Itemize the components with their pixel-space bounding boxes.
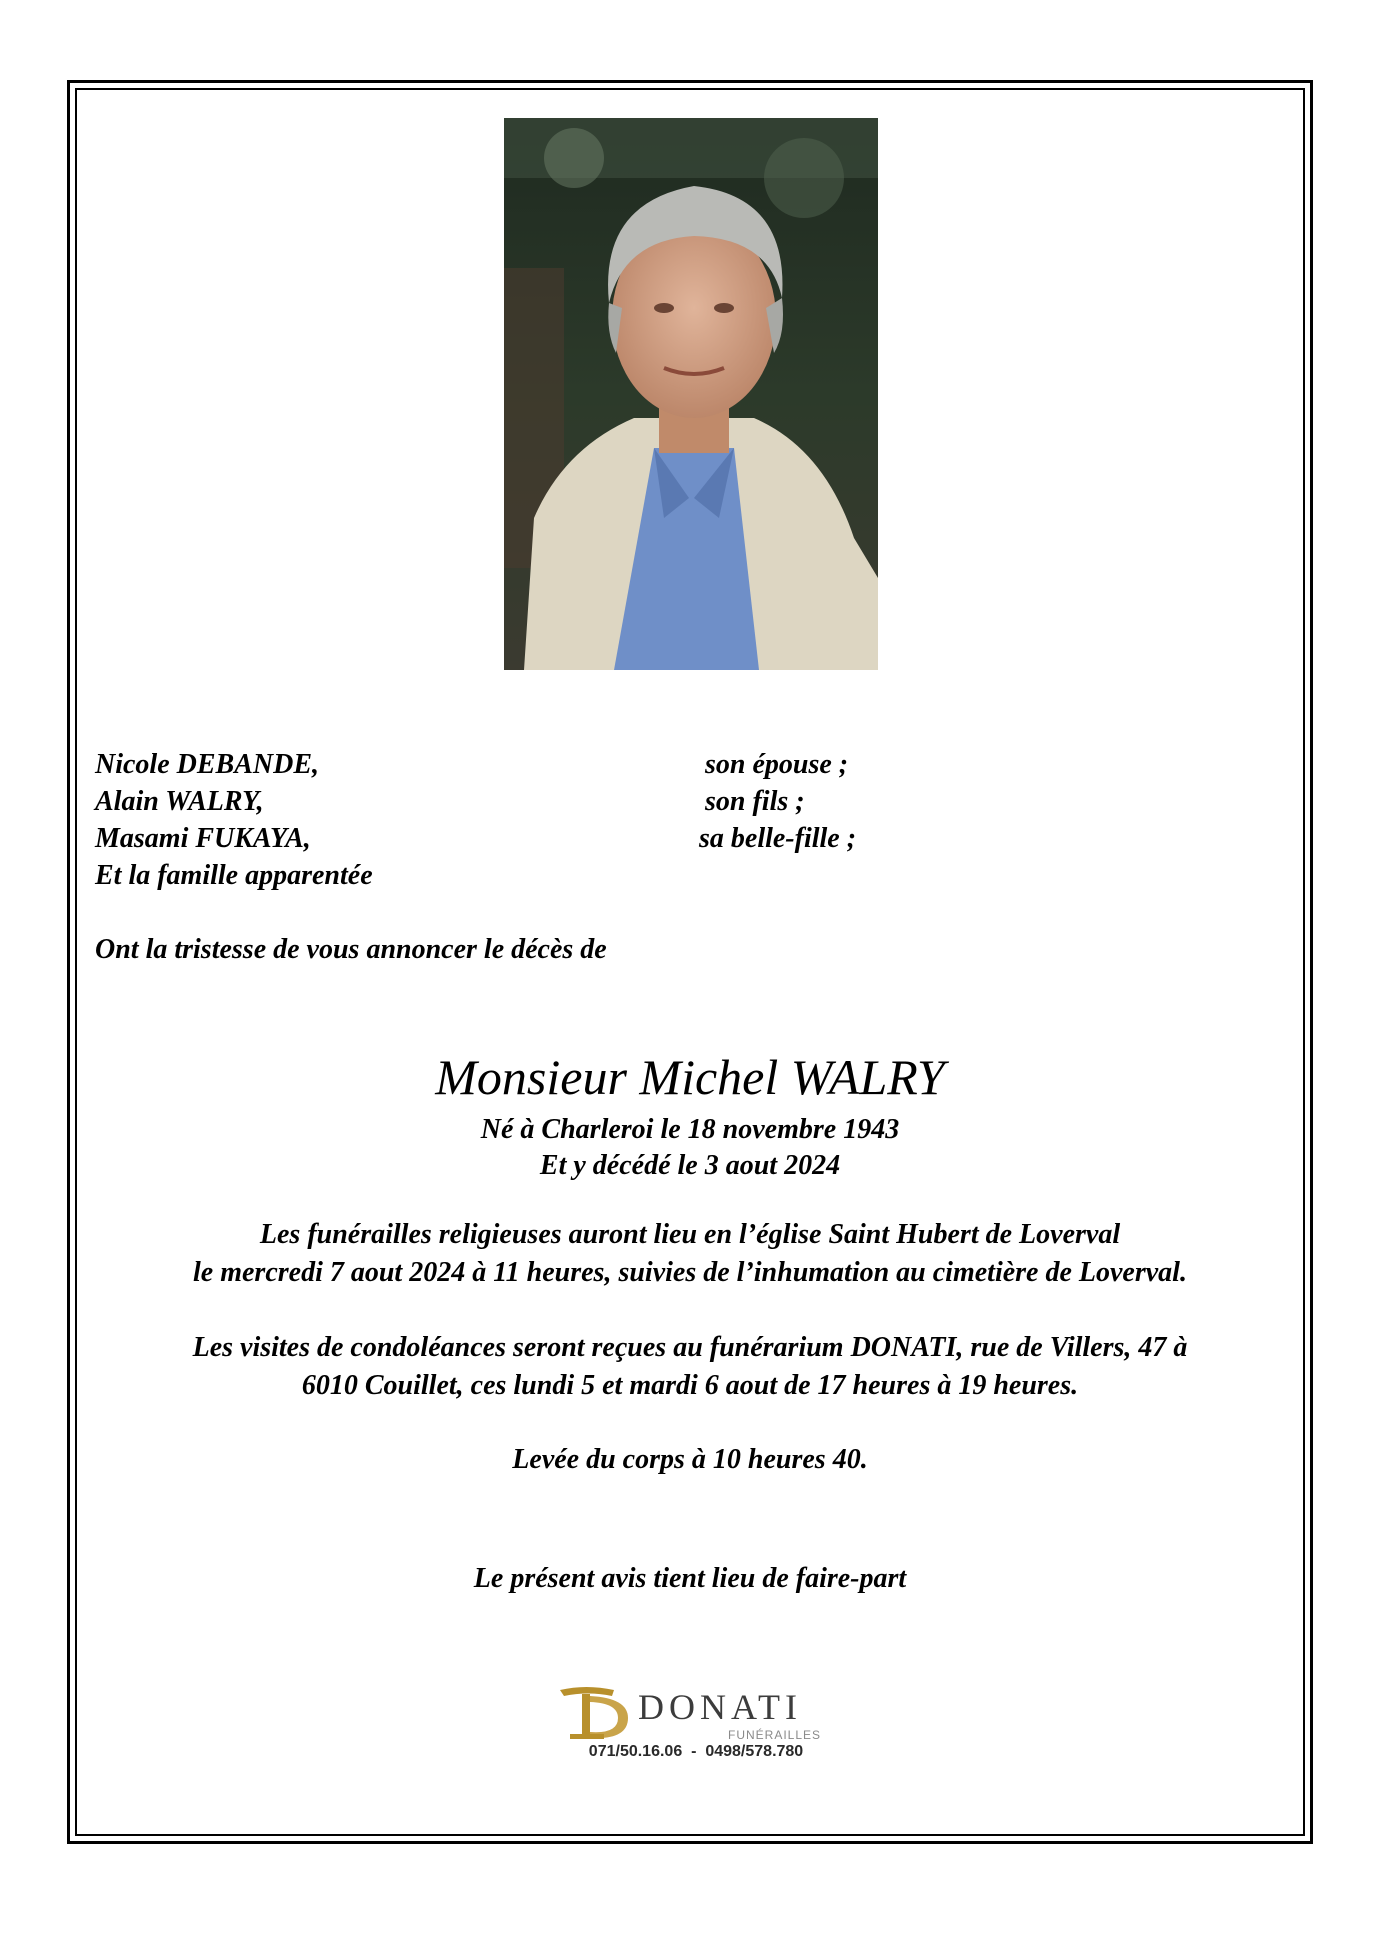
family-member-name: Et la famille apparentée — [95, 860, 373, 891]
birth-line: Né à Charleroi le 18 novembre 1943 — [480, 1114, 900, 1145]
family-list — [95, 746, 995, 894]
announcement-text: Ont la tristesse de vous annoncer le décès de — [95, 934, 607, 965]
funeral-line: le mercredi 7 aout 2024 à 11 heures, suivies de l’inhumation au cimetière de Loverval. — [193, 1257, 1187, 1288]
visits-line: 6010 Couillet, ces lundi 5 et mardi 6 aout de 17 heures à 19 heures. — [301, 1370, 1079, 1401]
visits-line: Les visites de condoléances seront reçues au funérarium DONATI, rue de Villers, 47 à — [192, 1332, 1188, 1363]
funeral-line: Les funérailles religieuses auront lieu en l’église Saint Hubert de Loverval — [259, 1219, 1121, 1250]
birth-death-info — [80, 1112, 1300, 1184]
logo-subtitle: FUNÉRAILLES — [728, 1728, 822, 1742]
family-member-relation: son épouse ; — [705, 749, 849, 780]
family-row — [95, 783, 995, 820]
family-member-name: Nicole DEBANDE, — [95, 749, 319, 780]
family-row — [95, 857, 995, 894]
family-row — [95, 746, 995, 783]
family-row — [95, 820, 995, 857]
family-member-relation: sa belle-fille ; — [699, 823, 857, 854]
phone-numbers: 071/50.16.06 - 0498/578.780 — [588, 1743, 804, 1760]
deceased-name: Monsieur Michel WALRY — [435, 1049, 945, 1105]
donati-monogram-icon — [556, 1684, 636, 1744]
family-member-name: Alain WALRY, — [95, 786, 264, 817]
death-line: Et y décédé le 3 aout 2024 — [539, 1150, 841, 1181]
levee-text: Levée du corps à 10 heures 40. — [512, 1444, 868, 1475]
logo-brand: DONATI — [638, 1687, 802, 1727]
notice-text: Le présent avis tient lieu de faire-part — [473, 1563, 907, 1594]
family-member-relation: son fils ; — [705, 786, 805, 817]
visits-details — [80, 1329, 1300, 1405]
portrait-photo — [504, 118, 878, 670]
family-member-name: Masami FUKAYA, — [95, 823, 311, 854]
funeral-details — [80, 1216, 1300, 1292]
